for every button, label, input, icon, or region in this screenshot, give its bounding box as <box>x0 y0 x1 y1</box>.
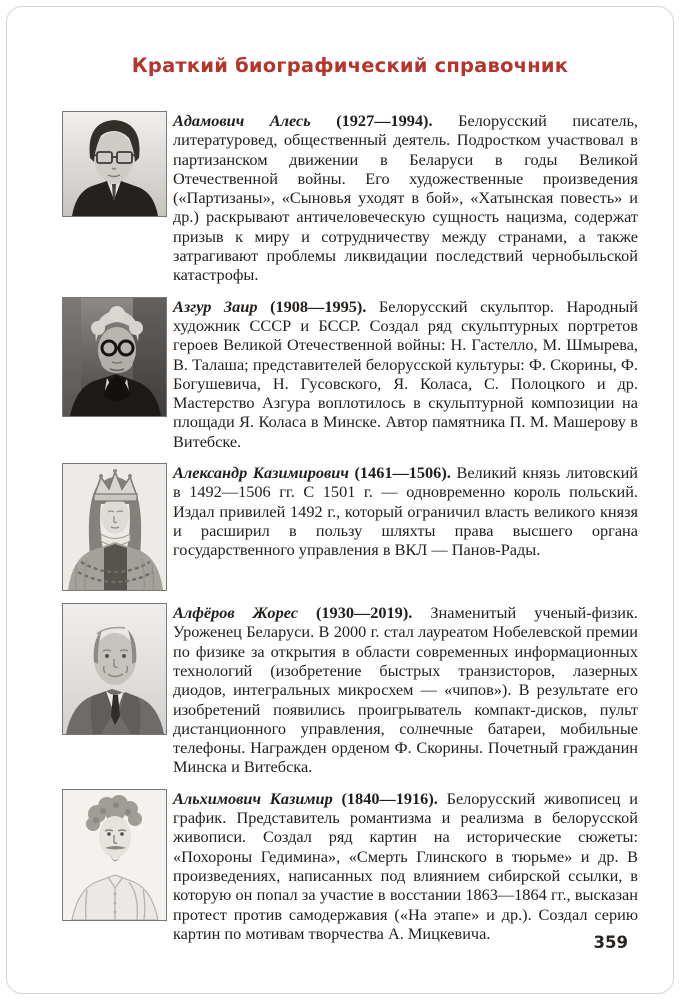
azgur-portrait-photo <box>62 297 167 417</box>
person-name: Азгур Заир <box>173 296 258 316</box>
bio-text <box>173 297 638 451</box>
person-name: Адамович Алесь <box>173 111 311 130</box>
bio-description: Белорусский живописец и график. Представитель романтизма и реализма в белорусской живописи. Создал ряд картин на исторические сюжеты: «Похороны Гедимина», «Смерть Глинского в тюрьме» и др. В произведениях, написанных под влиянием сибирской ссылки, в которую он попал за участие в восстании 1863—1864 гг., высказан протест против самодержавия («На этапе» и др.). Создал серию картин по мотивам творчества А. Мицкевича. <box>173 788 638 943</box>
page-number: 359 <box>593 933 628 952</box>
life-years: (1461—1506). <box>354 463 451 483</box>
bio-text <box>173 463 638 559</box>
adamovich-portrait-photo <box>62 111 167 217</box>
alferov-portrait-image <box>63 604 166 734</box>
adamovich-portrait-image <box>63 112 166 216</box>
page-title: Краткий биографический справочник <box>131 54 569 77</box>
bio-text <box>173 111 638 285</box>
alexander-portrait-photo <box>62 463 167 591</box>
life-years: (1840—1916). <box>341 788 438 808</box>
life-years: (1927—1994). <box>336 111 433 130</box>
bio-entry-alexander <box>62 463 638 591</box>
bio-entry-adamovich <box>62 111 638 285</box>
life-years: (1930—2019). <box>316 603 413 623</box>
alexander-portrait-image <box>63 464 166 590</box>
bio-description: Великий князь литовский в 1492—1506 гг. С 1501 г. — одновременно король польский. Издал привилей 1492 г., который ограничил власть великого князя и расширил в пользу шляхты права высшего органа государственного управления в ВКЛ — Панов-Рады. <box>173 463 638 560</box>
bio-text <box>173 789 638 943</box>
person-name: Альхимович Казимир <box>173 788 333 808</box>
alferov-portrait-photo <box>62 603 167 735</box>
life-years: (1908—1995). <box>270 296 367 316</box>
bio-entry-azgur <box>62 297 638 451</box>
azgur-portrait-image <box>63 298 166 416</box>
person-name: Алфёров Жорес <box>173 603 298 623</box>
person-name: Александр Казимирович <box>173 463 349 483</box>
bio-entry-alferov <box>62 603 638 777</box>
bio-description: Белорусский писатель, литературовед, общественный деятель. Подростком участвовал в партизанском движении в Беларуси в годы Великой Отечественной войны. Его художественные произведения («Партизаны», «Сыновья уходят в бой», «Хатынская повесть» и др.) раскрывают античеловеческую сущность нацизма, содержат призыв к миру и сотрудничеству между странами, а также затрагивают проблемы ликвидации последствий чернобыльской катастрофы. <box>173 111 638 285</box>
alkhimovich-portrait-photo <box>62 789 167 921</box>
bio-description: Знаменитый ученый-физик. Уроженец Беларуси. В 2000 г. стал лауреатом Нобелевской премии по физике за открытия в области современных информационных технологий (изобретение быстрых транзисторов, лазерных диодов, интегральных микросхем — «чипов»). В результате его изобретений появились проигрыватель компакт-дисков, пульт дистанционного управления, солнечные батареи, мобильные телефоны. Награжден орденом Ф. Скорины. Почетный гражданин Минска и Витебска. <box>173 603 638 777</box>
bio-text <box>173 603 638 777</box>
bio-description: Белорусский скульптор. Народный художник СССР и БССР. Создал ряд скульптурных портретов героев Великой Отечественной войны: Н. Гастелло, М. Шмырева, В. Талаша; представителей белорусской культуры: Ф. Скорины, Ф. Богушевича, Н. Гусовского, Я. Коласа, С. Полоцкого и др. Мастерство Азгура воплотилось в скульптурной композиции на площади Я. Коласа в Минске. Автор памятника П. М. Машерову в Витебске. <box>173 296 638 451</box>
bio-entry-alkhimovich <box>62 789 638 943</box>
alkhimovich-portrait-image <box>63 790 166 920</box>
